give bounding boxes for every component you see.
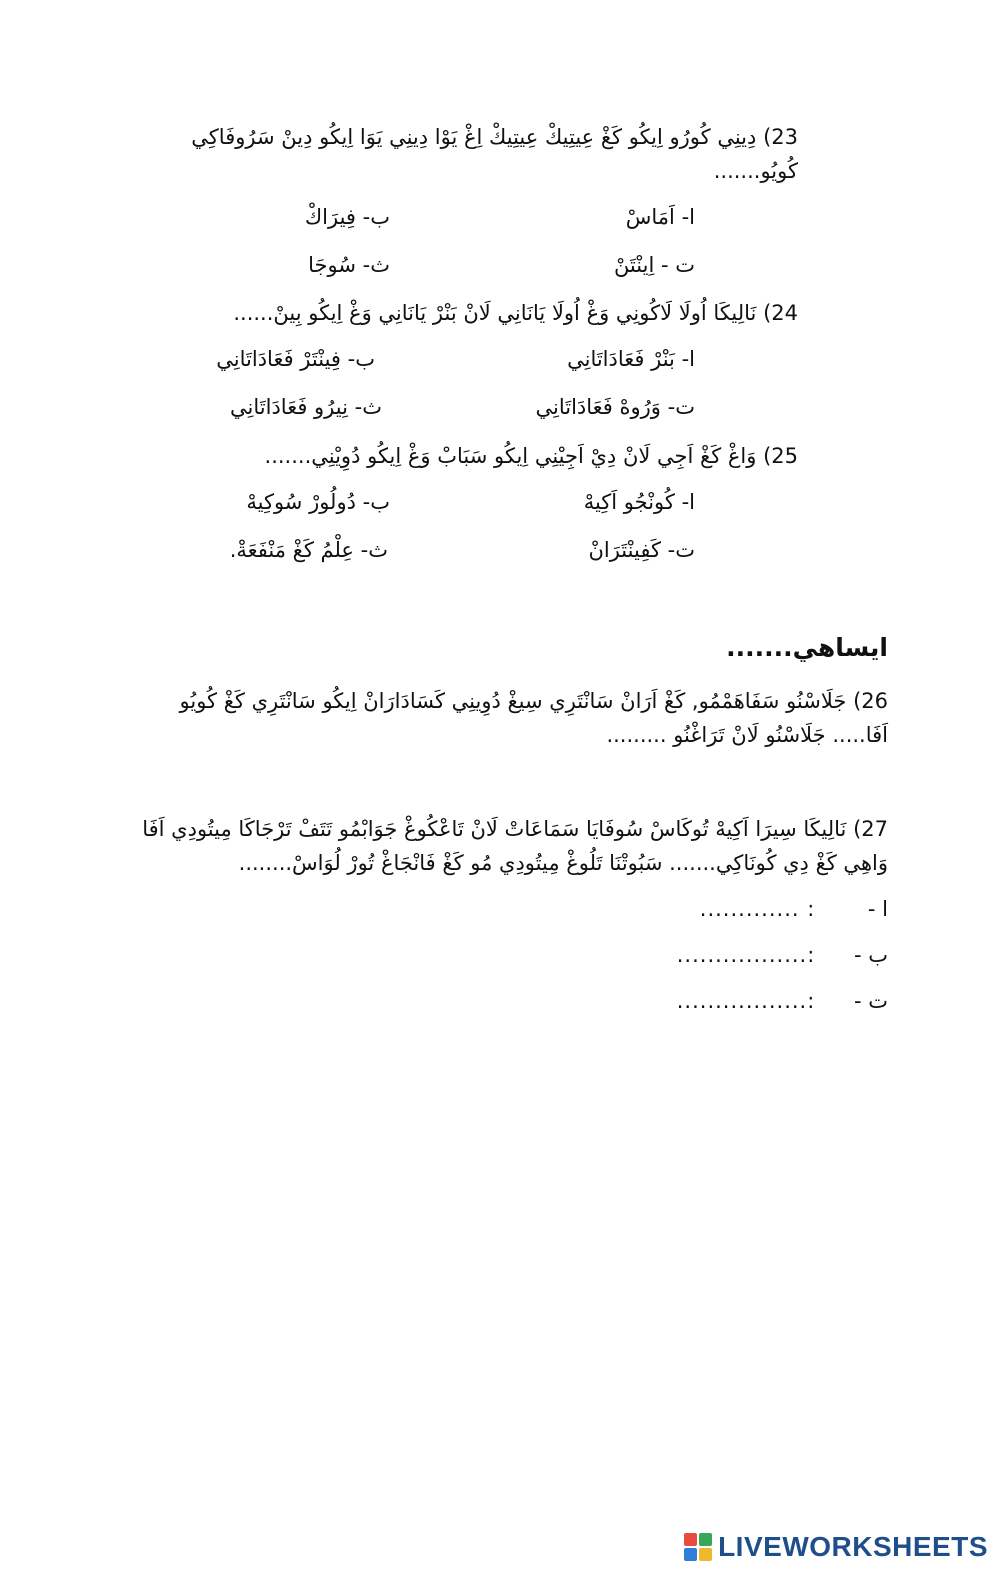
q24-text-1: نَالِيكَا اُولَا لَاكُونِي وَغْ اُولَا يَانَانِي لَانْ بَنْرْ يَانَانِي وَغْ اِيكُو بِينْ...... xyxy=(233,301,757,325)
logo-icon xyxy=(684,1533,712,1561)
q25-option-a[interactable]: ا- كُونْجُو اَكِيهْ xyxy=(583,490,695,514)
answer-blank[interactable]: : ............. xyxy=(699,897,816,921)
q25-text-1: وَاغْ كَغْ اَجِي لَانْ دِيْ اَجِيْنِي اِيكُو سَبَابْ وَغْ اِيكُو دُوِيْنِي....... xyxy=(264,444,757,468)
q26-text-1: جَلَاسْنُو سَفَاهَمْمُو, كَغْ اَرَانْ سَانْتَرِي سِيغْ دُوِينِي كَسَادَارَانْ اِيكُو سَانْتَرِي كَغْ كُويُو xyxy=(179,689,847,713)
answer-blank[interactable]: :................. xyxy=(676,943,816,967)
q23-text-1: دِينِي كُورُو اِيكُو كَغْ عِيتِيكْ عِيتِيكْ اِغْ يَوْا دِينِي يَوَا اِيكُو دِينْ سَرُوفَاكِي xyxy=(191,125,757,149)
q27-number: 27) xyxy=(853,817,888,841)
brand-name: LIVEWORKSHEETS xyxy=(718,1531,988,1562)
q27-line-1 xyxy=(142,812,888,846)
q27-answer-c[interactable] xyxy=(677,986,888,1016)
q27-line-2 xyxy=(239,846,888,880)
q23-line-2 xyxy=(714,154,798,188)
q25-number: 25) xyxy=(763,444,798,468)
q24-option-b[interactable]: ب- فِينْتَرْ فَعَادَاتَانِي xyxy=(216,347,375,371)
logo-square-blue xyxy=(684,1548,697,1561)
q27-answer-b[interactable] xyxy=(677,940,888,970)
q27-answer-a[interactable] xyxy=(700,894,888,924)
logo-square-yellow xyxy=(699,1548,712,1561)
answer-blank[interactable]: :................. xyxy=(676,989,816,1013)
answer-label: ب - xyxy=(853,943,888,967)
q23-option-c[interactable]: ت - اِينْتَنْ xyxy=(613,253,695,277)
q26-line-2 xyxy=(606,718,888,752)
q23-option-d[interactable]: ث- سُوجَا xyxy=(308,253,390,277)
q23-option-a[interactable]: ا- اَمَاسْ xyxy=(625,205,695,229)
q25-option-c[interactable]: ت- كَفِينْتَرَانْ xyxy=(588,538,695,562)
q26-text-2: اَفَا..... جَلَاسْنُو لَانْ تَرَاغْنُو ......... xyxy=(606,723,888,747)
answer-label: ا - xyxy=(867,897,888,921)
q26-number: 26) xyxy=(853,689,888,713)
logo-square-red xyxy=(684,1533,697,1546)
q24-option-c[interactable]: ت- وَرُوهْ فَعَادَاتَانِي xyxy=(535,395,695,419)
q25-line-1 xyxy=(265,439,798,473)
q23-number: 23) xyxy=(763,125,798,149)
q25-option-b[interactable]: ب- دُولُورْ سُوكِيهْ xyxy=(246,490,390,514)
liveworksheets-logo[interactable] xyxy=(684,1529,988,1565)
q24-option-a[interactable]: ا- بَنْرْ فَعَادَاتَانِي xyxy=(567,347,695,371)
answer-label: ت - xyxy=(853,989,888,1013)
q27-text-1: نَالِيكَا سِيرَا اَكِيهْ تُوكَاسْ سُوفَايَا سَمَاعَاتْ لَانْ تَاعْكُوغْ جَوَابْمُو تَتَفْ تَرْجَاكَا مِيتُودِي اَفَا xyxy=(142,817,847,841)
q25-option-d[interactable]: ث- عِلْمُ كَغْ مَنْفَعَةْ. xyxy=(229,538,388,562)
q23-option-b[interactable]: ب- فِيرَاكْ xyxy=(304,205,390,229)
q24-option-d[interactable]: ث- نِيرُو فَعَادَاتَانِي xyxy=(230,395,382,419)
q24-number: 24) xyxy=(763,301,798,325)
q26-line-1 xyxy=(180,684,889,718)
q23-line-1 xyxy=(191,120,798,154)
logo-square-green xyxy=(699,1533,712,1546)
q27-text-2: وَاهِي كَغْ دِي كُونَاكِي....... سَبُوتْنَا تَلُوغْ مِيتُودِي مُو كَغْ فَانْجَاغْ تُورْ لُوَاسْ........ xyxy=(238,851,888,875)
essay-heading: ايساهي....... xyxy=(726,633,888,662)
q24-line-1 xyxy=(233,296,798,330)
q23-text-2: كُويُو....... xyxy=(713,159,798,183)
